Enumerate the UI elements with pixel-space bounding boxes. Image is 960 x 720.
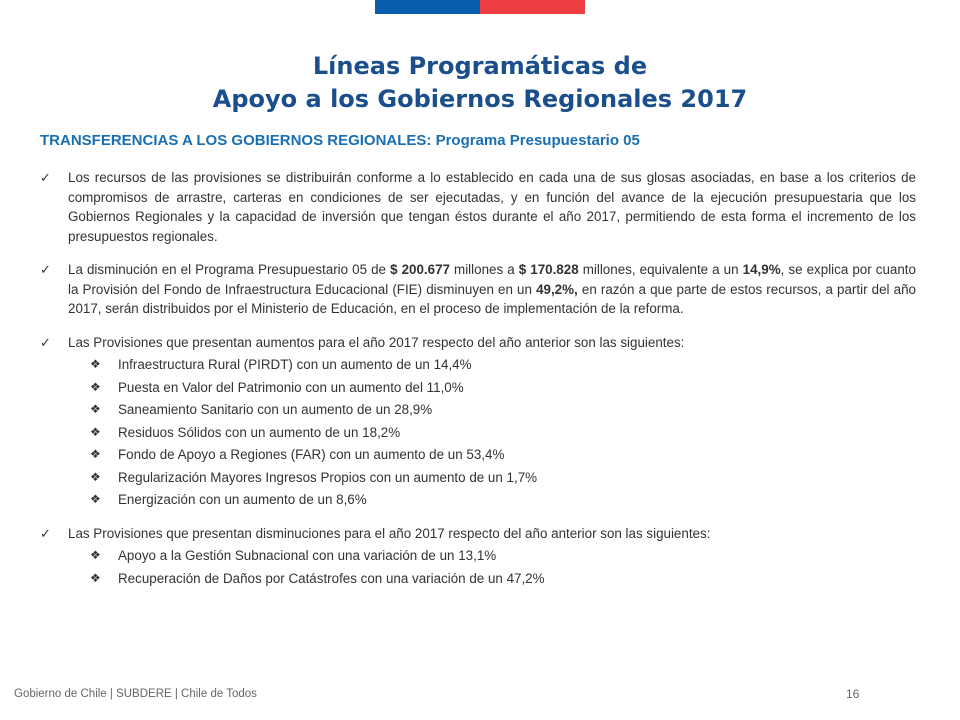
page-title	[0, 50, 960, 116]
p2-percent-total: 14,9%	[742, 262, 781, 277]
list-item-text: Saneamiento Sanitario con un aumento de un 28,9%	[118, 402, 433, 417]
list-item	[40, 546, 916, 566]
diamond-bullet-icon: ❖	[90, 492, 101, 506]
list-item	[40, 355, 916, 375]
list-item-text: Infraestructura Rural (PIRDT) con un aumento de un 14,4%	[118, 357, 472, 372]
check-icon: ✓	[40, 170, 51, 185]
list-item-text: Recuperación de Daños por Catástrofes con una variación de un 47,2%	[118, 570, 545, 586]
title-line-1: Líneas Programáticas de	[312, 52, 648, 80]
paragraph-4	[40, 524, 916, 589]
list-item	[40, 378, 916, 398]
paragraph-4-text: Las Provisiones que presentan disminuciones para el año 2017 respecto del año anterior son las siguientes:	[68, 525, 711, 541]
list-item-text: Residuos Sólidos con un aumento de un 18,2%	[118, 424, 401, 440]
footer-text: Gobierno de Chile | SUBDERE | Chile de Todos	[14, 688, 257, 700]
paragraph-3-text: Las Provisiones que presentan aumentos para el año 2017 respecto del año anterior son las siguientes:	[68, 334, 685, 350]
subtitle-bold: TRANSFERENCIAS A LOS GOBIERNOS REGIONALES:	[40, 132, 432, 149]
page-number: 16	[846, 687, 860, 701]
diamond-bullet-icon: ❖	[90, 469, 101, 484]
list-item-text: Regularización Mayores Ingresos Propios con un aumento de un 1,7%	[118, 469, 538, 485]
paragraph-1	[40, 168, 916, 246]
list-item-text: Puesta en Valor del Patrimonio con un aumento del 11,0%	[118, 379, 464, 395]
list-item	[40, 445, 916, 465]
paragraph-1-text: Los recursos de las provisiones se distribuirán conforme a lo establecido en cada una de sus glosas asociadas, en base a los criterios de compromisos de arrastre, carteras en condiciones de ser ejecutadas, y en función del avance de la ejecución presupuestaria que los Gobiernos Regionales y la capacidad de inversión que tengan éstos durante el año 2017, permitiendo de esta forma el incremento de los presupuestos regionales.	[68, 170, 916, 244]
diamond-bullet-icon: ❖	[90, 357, 101, 371]
list-item	[40, 569, 916, 589]
flag-red-stripe	[480, 0, 585, 14]
title-line-2: Apoyo a los Gobiernos Regionales 2017	[212, 85, 748, 113]
p2-text-g: , se explica por cuanto la Provisión del Fondo de Infraestructura Educacional (FIE) disminuyen en un	[68, 262, 916, 297]
chile-flag-bar	[375, 0, 585, 14]
flag-blue-stripe	[375, 0, 480, 14]
decreases-list	[68, 546, 916, 588]
check-icon: ✓	[40, 262, 51, 277]
list-item-text: Fondo de Apoyo a Regiones (FAR) con un aumento de un 53,4%	[118, 447, 505, 462]
diamond-bullet-icon: ❖	[90, 402, 101, 416]
list-item	[40, 423, 916, 443]
content-body	[40, 168, 916, 602]
paragraph-2	[40, 260, 916, 319]
diamond-bullet-icon: ❖	[90, 548, 101, 562]
paragraph-3	[40, 333, 916, 510]
list-item-text: Energización con un aumento de un 8,6%	[118, 492, 367, 507]
check-icon: ✓	[40, 525, 51, 541]
diamond-bullet-icon: ❖	[90, 570, 101, 585]
diamond-bullet-icon: ❖	[90, 424, 101, 439]
list-item	[40, 490, 916, 510]
list-item	[40, 468, 916, 488]
list-item-text: Apoyo a la Gestión Subnacional con una variación de un 13,1%	[118, 548, 497, 563]
p2-text-c: millones a	[449, 262, 519, 277]
increases-list	[68, 355, 916, 510]
subtitle-rest: Programa Presupuestario 05	[431, 132, 640, 149]
diamond-bullet-icon: ❖	[90, 379, 101, 394]
list-item	[40, 400, 916, 420]
section-subtitle	[40, 132, 640, 149]
p2-text-i: en razón a que parte de estos recursos, a partir del año 2017, serán distribuidos por el Ministerio de Educación, en el proceso de implementación de la reforma.	[68, 281, 916, 316]
p2-percent-fie: 49,2%,	[536, 281, 578, 297]
p2-amount-after: $ 170.828	[518, 262, 579, 277]
p2-text-a: La disminución en el Programa Presupuestario 05 de	[68, 262, 391, 277]
check-icon: ✓	[40, 334, 51, 350]
p2-text-e: millones, equivalente a un	[578, 262, 743, 277]
p2-amount-before: $ 200.677	[390, 262, 450, 277]
diamond-bullet-icon: ❖	[90, 447, 101, 461]
